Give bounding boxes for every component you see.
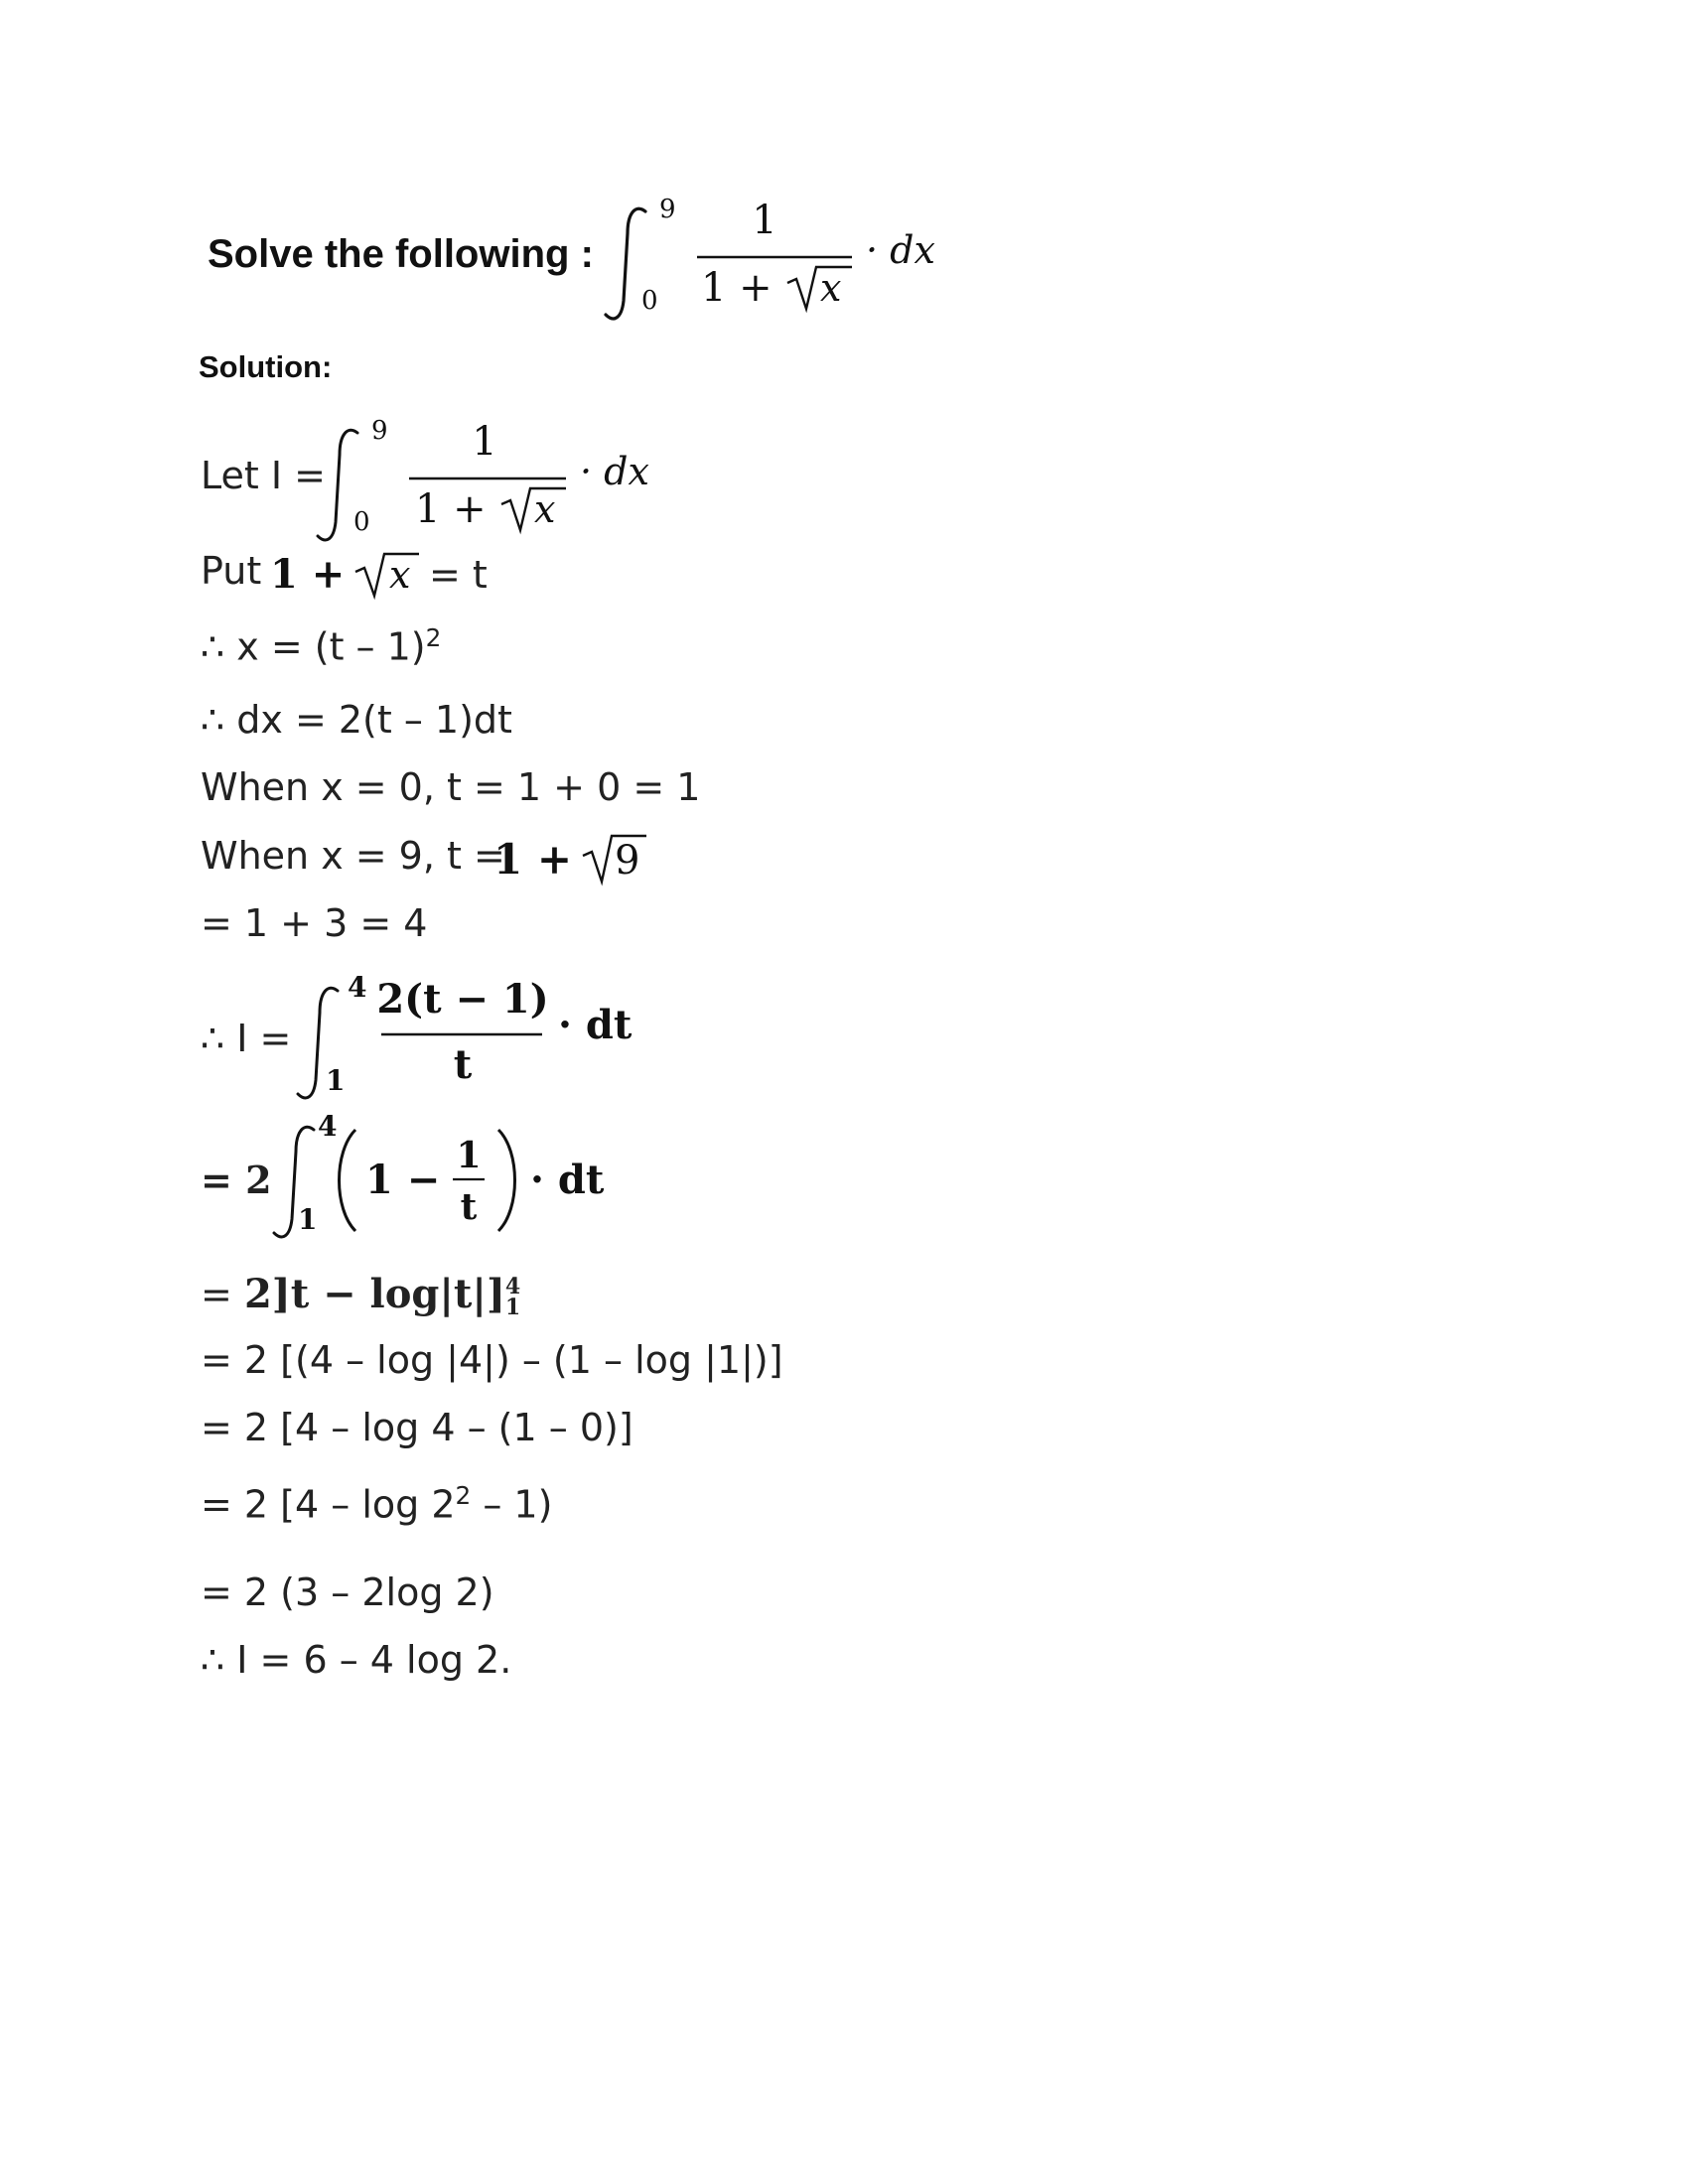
- frac-numerator: 1: [456, 1135, 482, 1176]
- x-equation: [201, 623, 441, 669]
- expr-prefix: 1 +: [270, 551, 346, 598]
- numerator: 1: [752, 198, 777, 243]
- right-paren: [498, 1130, 515, 1231]
- put-suffix: = t: [429, 553, 488, 597]
- eq-c: [201, 1481, 552, 1527]
- radicand: x: [820, 266, 842, 310]
- differential: · dt: [558, 1002, 633, 1048]
- dx-equation: ∴ dx = 2(t – 1)dt: [201, 698, 512, 742]
- eq-eval-expr: 2]t − log|t|]: [243, 1271, 505, 1317]
- radicand: x: [534, 487, 556, 531]
- x-equation-text: ∴ x = (t – 1): [201, 624, 426, 669]
- eq-eval-limits: [504, 1273, 521, 1320]
- when-x-9-expression: [493, 824, 652, 887]
- expr-prefix: 1 +: [493, 835, 573, 884]
- put-line: [201, 549, 261, 593]
- x-equation-sup: 2: [425, 623, 442, 652]
- eq-c-tail: – 1): [471, 1482, 553, 1527]
- let-prefix: Let I =: [201, 454, 326, 497]
- when-x-9: [201, 834, 505, 878]
- inner-one: 1 −: [365, 1157, 441, 1203]
- eq-2int-integral: [274, 1112, 632, 1251]
- upper-limit: 4: [348, 971, 367, 1004]
- denominator-prefix: 1 +: [415, 486, 487, 532]
- lower-limit: 0: [641, 286, 658, 316]
- upper-limit: 9: [371, 416, 388, 446]
- differential: · dx: [866, 228, 935, 272]
- numerator: 2(t − 1): [376, 976, 549, 1023]
- eq-a: = 2 [(4 – log |4|) – (1 – log |1|)]: [201, 1338, 783, 1382]
- lower-limit: 1: [298, 1203, 318, 1236]
- lower-limit: 1: [326, 1064, 346, 1097]
- denominator-prefix: 1 +: [701, 265, 773, 311]
- left-paren: [340, 1130, 356, 1231]
- equals-4: = 1 + 3 = 4: [201, 901, 428, 945]
- upper-limit: 4: [318, 1110, 338, 1143]
- when-x-9-prefix: When x = 9, t =: [201, 834, 505, 878]
- eq-b: = 2 [4 – log 4 – (1 – 0)]: [201, 1406, 633, 1449]
- when-x-0: When x = 0, t = 1 + 0 = 1: [201, 765, 701, 809]
- integral-sign: [606, 208, 645, 319]
- i-eq-integral: [298, 973, 655, 1112]
- eq-eval-prefix: =: [201, 1273, 232, 1316]
- radicand: x: [389, 553, 411, 597]
- i-eq-prefix: ∴ I =: [201, 1017, 292, 1060]
- put-expression: [270, 544, 498, 604]
- denominator: t: [453, 1041, 473, 1088]
- eq-2int-prefix: [201, 1158, 272, 1202]
- frac-denominator: t: [460, 1186, 478, 1228]
- put-prefix: Put: [201, 549, 262, 593]
- eq-2int-prefix-text: = 2: [201, 1158, 272, 1202]
- question-integral: [606, 194, 963, 333]
- differential: · dx: [580, 450, 649, 493]
- eq-eval-sup: 4: [504, 1273, 521, 1299]
- let-integral: [318, 415, 675, 554]
- numerator: 1: [472, 419, 497, 465]
- integral-sign: [318, 430, 357, 540]
- final-answer: ∴ I = 6 – 4 log 2.: [201, 1638, 512, 1682]
- solution-label: Solution:: [199, 349, 333, 384]
- upper-limit: 9: [659, 195, 676, 224]
- eq-eval: [201, 1271, 521, 1320]
- eq-d: = 2 (3 – 2log 2): [201, 1570, 494, 1614]
- lower-limit: 0: [353, 507, 370, 537]
- question-label: Solve the following :: [208, 232, 594, 276]
- differential: · dt: [530, 1157, 605, 1203]
- eq-c-text: = 2 [4 – log 2: [201, 1482, 456, 1527]
- radicand: 9: [615, 838, 640, 884]
- eq-eval-sub: 1: [504, 1294, 521, 1320]
- eq-c-sup: 2: [455, 1481, 472, 1510]
